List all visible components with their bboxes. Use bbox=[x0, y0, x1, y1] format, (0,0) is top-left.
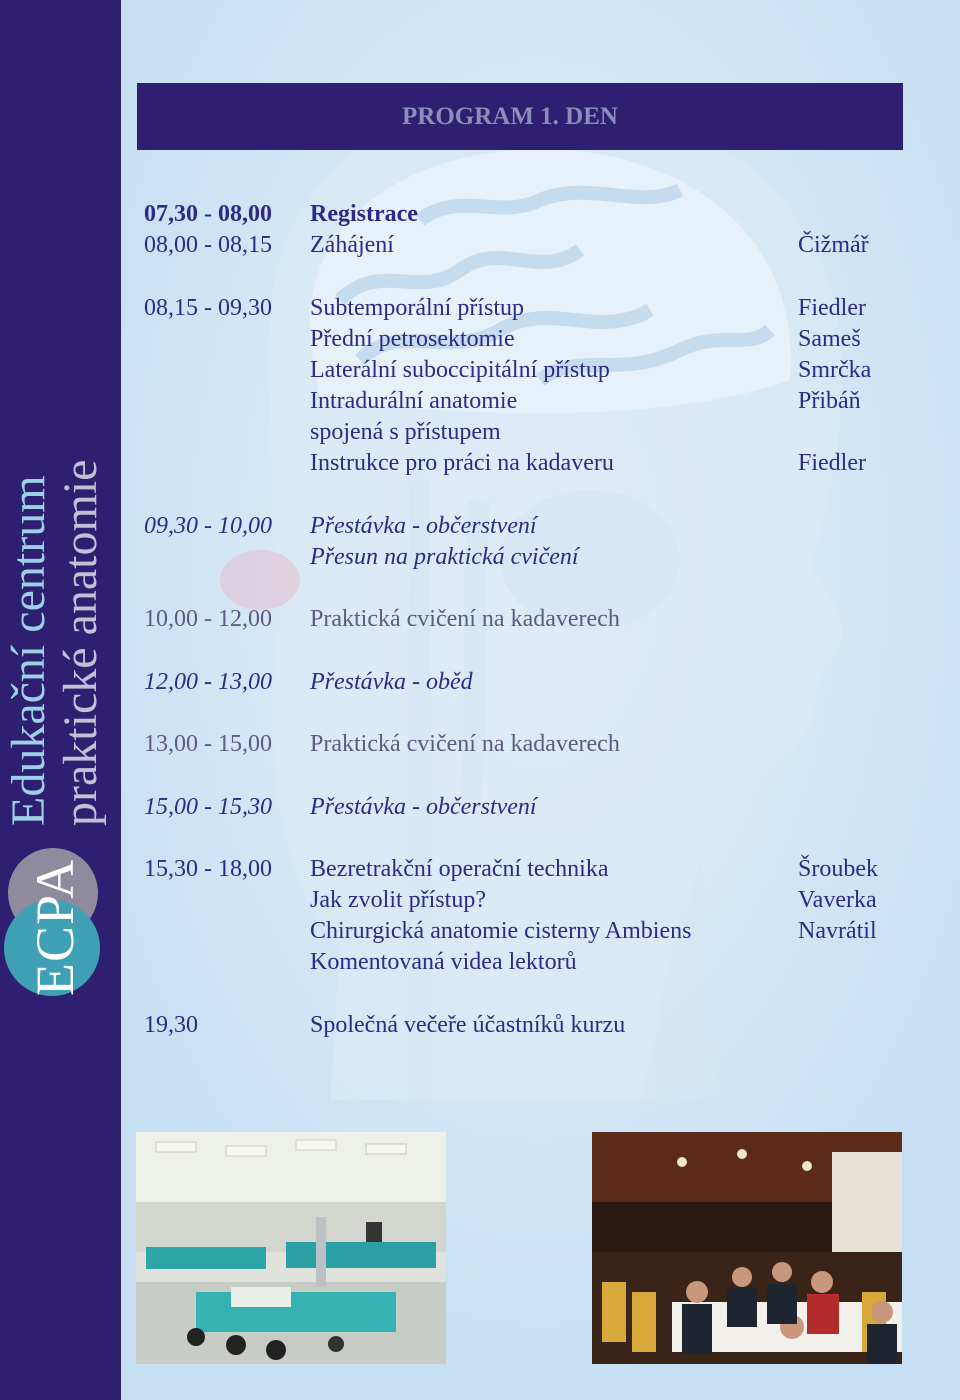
schedule-time: 09,30 - 10,00 bbox=[144, 513, 272, 539]
schedule-activity: Přední petrosektomie bbox=[310, 326, 515, 352]
schedule-activity: Praktická cvičení na kadaverech bbox=[310, 606, 620, 632]
schedule-row bbox=[144, 916, 914, 947]
schedule-time: 15,00 - 15,30 bbox=[144, 794, 272, 820]
schedule-speaker: Přibáň bbox=[798, 388, 861, 414]
schedule-row bbox=[144, 230, 914, 261]
schedule-activity: Registrace bbox=[310, 201, 418, 227]
schedule-row bbox=[144, 729, 914, 760]
schedule-row bbox=[144, 199, 914, 230]
schedule-row bbox=[144, 854, 914, 885]
dissection-lab-photo bbox=[136, 1132, 446, 1364]
schedule-activity: Přesun na praktická cvičení bbox=[310, 544, 579, 570]
schedule-activity: Laterální suboccipitální přístup bbox=[310, 357, 610, 383]
schedule-row bbox=[144, 947, 914, 978]
schedule-time: 10,00 - 12,00 bbox=[144, 606, 272, 632]
schedule-activity: spojená s přístupem bbox=[310, 419, 501, 445]
schedule-activity: Přestávka - občerstvení bbox=[310, 794, 537, 820]
schedule-activity: Praktická cvičení na kadaverech bbox=[310, 731, 620, 757]
schedule-activity: Chirurgická anatomie cisterny Ambiens bbox=[310, 918, 692, 944]
schedule-row bbox=[144, 355, 914, 386]
schedule-time: 13,00 - 15,00 bbox=[144, 731, 272, 757]
schedule-time: 08,15 - 09,30 bbox=[144, 295, 272, 321]
schedule-row bbox=[144, 417, 914, 448]
schedule-activity: Jak zvolit přístup? bbox=[310, 887, 486, 913]
schedule-row bbox=[144, 293, 914, 324]
schedule-speaker: Sameš bbox=[798, 326, 861, 352]
schedule-speaker: Navrátil bbox=[798, 918, 877, 944]
schedule-speaker: Čižmář bbox=[798, 232, 869, 258]
schedule-row bbox=[144, 604, 914, 635]
schedule-row bbox=[144, 792, 914, 823]
schedule-time: 19,30 bbox=[144, 1012, 198, 1038]
schedule-activity: Komentovaná videa lektorů bbox=[310, 949, 577, 975]
schedule-activity: Přestávka - občerstvení bbox=[310, 513, 537, 539]
schedule-activity: Záhájení bbox=[310, 232, 394, 258]
schedule-row bbox=[144, 324, 914, 355]
schedule-row bbox=[144, 542, 914, 573]
ecpa-logo: ECPA bbox=[25, 858, 85, 996]
schedule-time: 15,30 - 18,00 bbox=[144, 856, 272, 882]
schedule-speaker: Fiedler bbox=[798, 450, 866, 476]
schedule-activity: Instrukce pro práci na kadaveru bbox=[310, 450, 614, 476]
schedule-activity: Přestávka - oběd bbox=[310, 669, 473, 695]
schedule-row bbox=[144, 386, 914, 417]
schedule-activity: Bezretrakční operační technika bbox=[310, 856, 609, 882]
schedule-speaker: Fiedler bbox=[798, 295, 866, 321]
schedule-speaker: Šroubek bbox=[798, 856, 878, 882]
schedule-time: 08,00 - 08,15 bbox=[144, 232, 272, 258]
schedule-row bbox=[144, 511, 914, 542]
schedule-row bbox=[144, 885, 914, 916]
dinner-photo bbox=[592, 1132, 902, 1364]
schedule-row bbox=[144, 667, 914, 698]
schedule-time: 07,30 - 08,00 bbox=[144, 201, 272, 227]
schedule-activity: Společná večeře účastníků kurzu bbox=[310, 1012, 626, 1038]
schedule-speaker: Vaverka bbox=[798, 887, 877, 913]
sidebar-title-line1: Edukační centrum bbox=[2, 475, 55, 826]
schedule-activity: Intradurální anatomie bbox=[310, 388, 518, 414]
schedule-speaker: Smrčka bbox=[798, 357, 872, 383]
sidebar-title-line2: praktické anatomie bbox=[54, 459, 107, 826]
page-title: PROGRAM 1. DEN bbox=[402, 102, 618, 130]
schedule-row bbox=[144, 448, 914, 479]
schedule-row bbox=[144, 1010, 914, 1041]
schedule-activity: Subtemporální přístup bbox=[310, 295, 524, 321]
schedule-time: 12,00 - 13,00 bbox=[144, 669, 272, 695]
